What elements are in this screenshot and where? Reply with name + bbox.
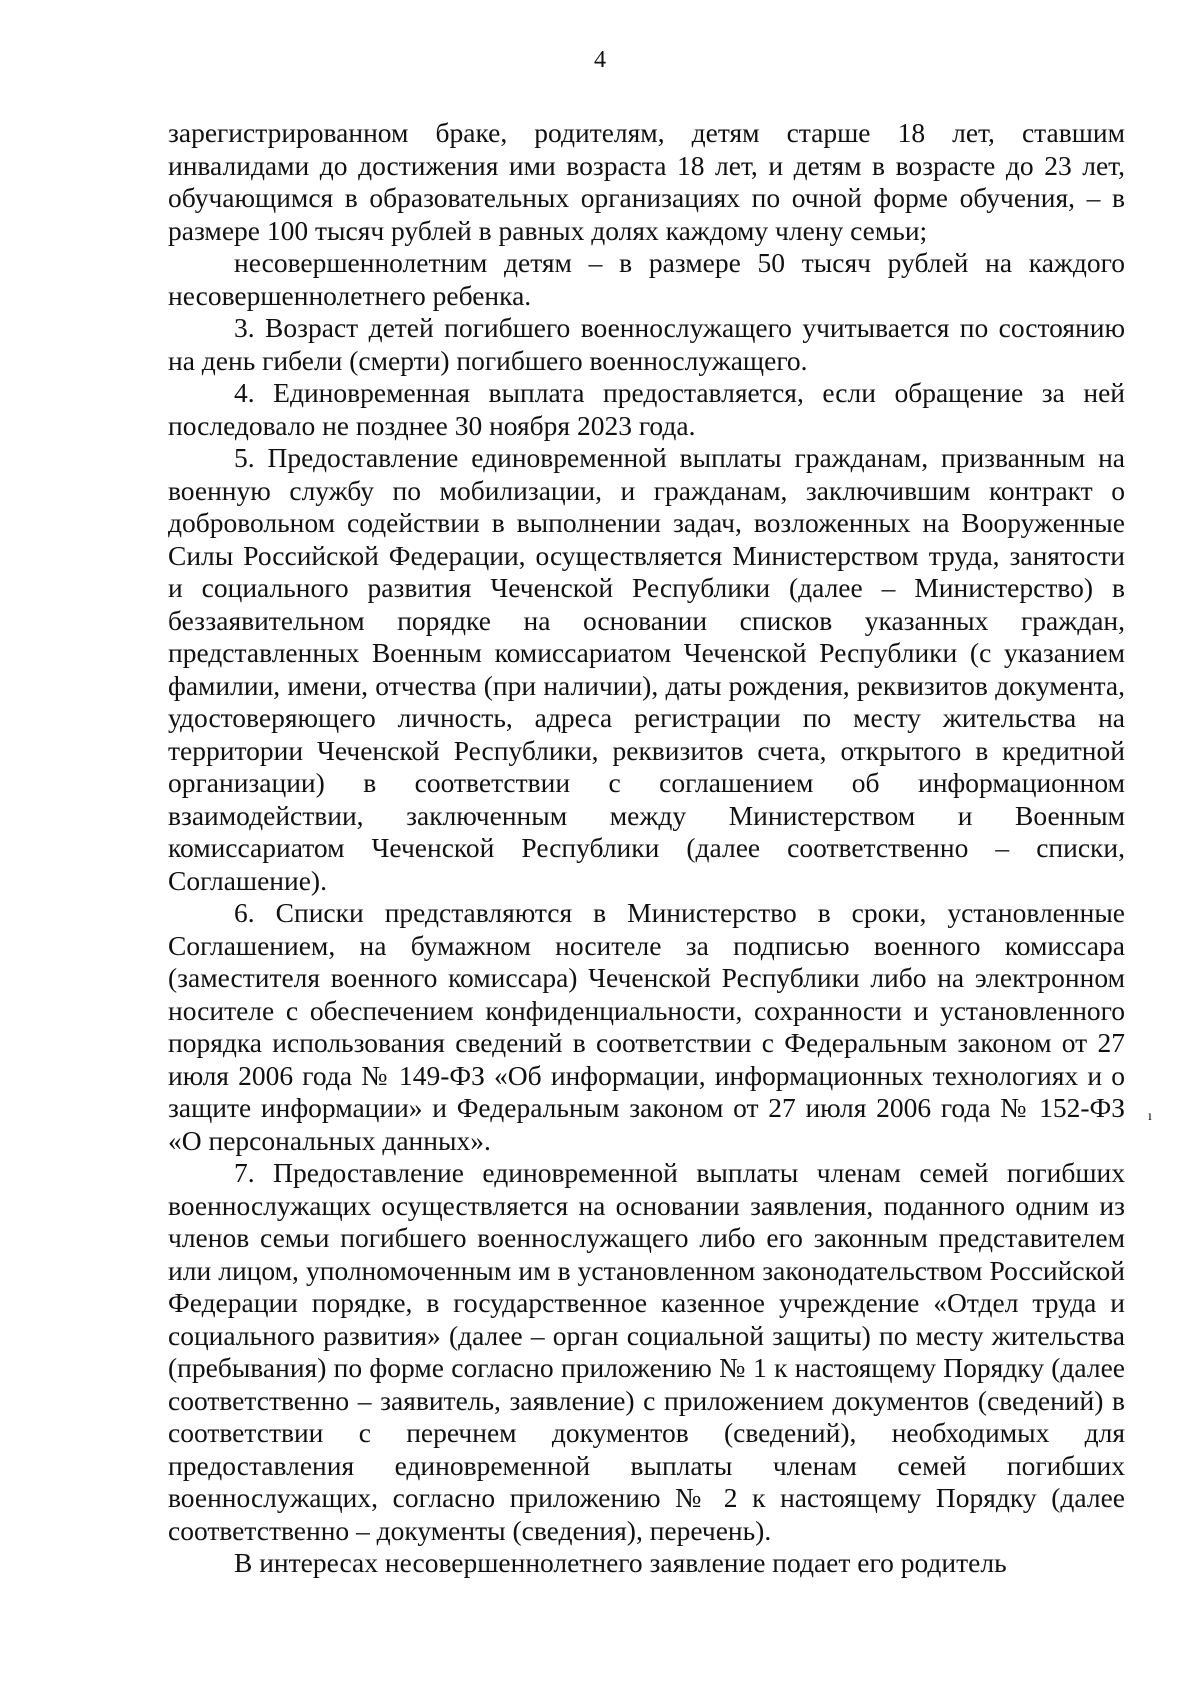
paragraph-continuation: зарегистрированном браке, родителям, детям старше 18 лет, ставшим инвалидами до достижения ими возраста 18 лет, и детям в возрасте до 23 лет, обучающимся в образовательных организациях по очной форме обучения, – в размере 100 тысяч рублей в равных долях каждому члену семьи; <box>168 117 1125 246</box>
paragraph-item-4: 4. Единовременная выплата предоставляется, если обращение за ней последовало не позднее 30 ноября 2023 года. <box>168 377 1125 441</box>
paragraph-item-5: 5. Предоставление единовременной выплаты гражданам, призванным на военную службу по мобилизации, и гражданам, заключившим контракт о добровольном содействии в выполнении задач, возложенных на Вооруженные Силы Российской Федерации, осуществляется Министерством труда, занятости и социального развития Чеченской Республики (далее – Министерство) в беззаявительном порядке на основании списков указанных граждан, представленных Военным комиссариатом Чеченской Республики (с указанием фамилии, имени, отчества (при наличии), даты рождения, реквизитов документа, удостоверяющего личность, адреса регистрации по месту жительства на территории Чеченской Республики, реквизитов счета, открытого в кредитной организации) в соответствии с соглашением об информационном взаимодействии, заключенным между Министерством и Военным комиссариатом Чеченской Республики (далее соответственно – списки, Соглашение). <box>168 442 1125 896</box>
paragraph-item-3: 3. Возраст детей погибшего военнослужащего учитывается по состоянию на день гибели (смерти) погибшего военнослужащего. <box>168 312 1125 376</box>
page-number: 4 <box>594 47 606 73</box>
paragraph-item-6: 6. Списки представляются в Министерство в сроки, установленные Соглашением, на бумажном носителе за подписью военного комиссара (заместителя военного комиссара) Чеченской Республики либо на электронном носителе с обеспечением конфиденциальности, сохранности и установленного порядка использования сведений в соответствии с Федеральным законом от 27 июля 2006 года № 149-ФЗ «Об информации, информационных технологиях и о защите информации» и Федеральным законом от 27 июля 2006 года № 152-ФЗ «О персональных данных». <box>168 897 1125 1156</box>
margin-mark: ı <box>1148 1109 1152 1124</box>
paragraph-minor-children: несовершеннолетним детям – в размере 50 тысяч рублей на каждого несовершеннолетнего ребенка. <box>168 247 1125 311</box>
paragraph-minor-applicant: В интересах несовершеннолетнего заявление подает его родитель <box>234 1547 1007 1578</box>
paragraph-item-7: 7. Предоставление единовременной выплаты членам семей погибших военнослужащих осуществляется на основании заявления, поданного одним из членов семьи погибшего военнослужащего либо его законным представителем или лицом, уполномоченным им в установленном законодательством Российской Федерации порядке, в государственное казенное учреждение «Отдел труда и социального развития» (далее – орган социальной защиты) по месту жительства (пребывания) по форме согласно приложению № 1 к настоящему Порядку (далее соответственно – заявитель, заявление) с приложением документов (сведений) в соответствии с перечнем документов (сведений), необходимых для предоставления единовременной выплаты членам семей погибших военнослужащих, согласно приложению № 2 к настоящему Порядку (далее соответственно – документы (сведения), перечень). <box>168 1157 1125 1546</box>
document-body <box>168 117 1125 1580</box>
